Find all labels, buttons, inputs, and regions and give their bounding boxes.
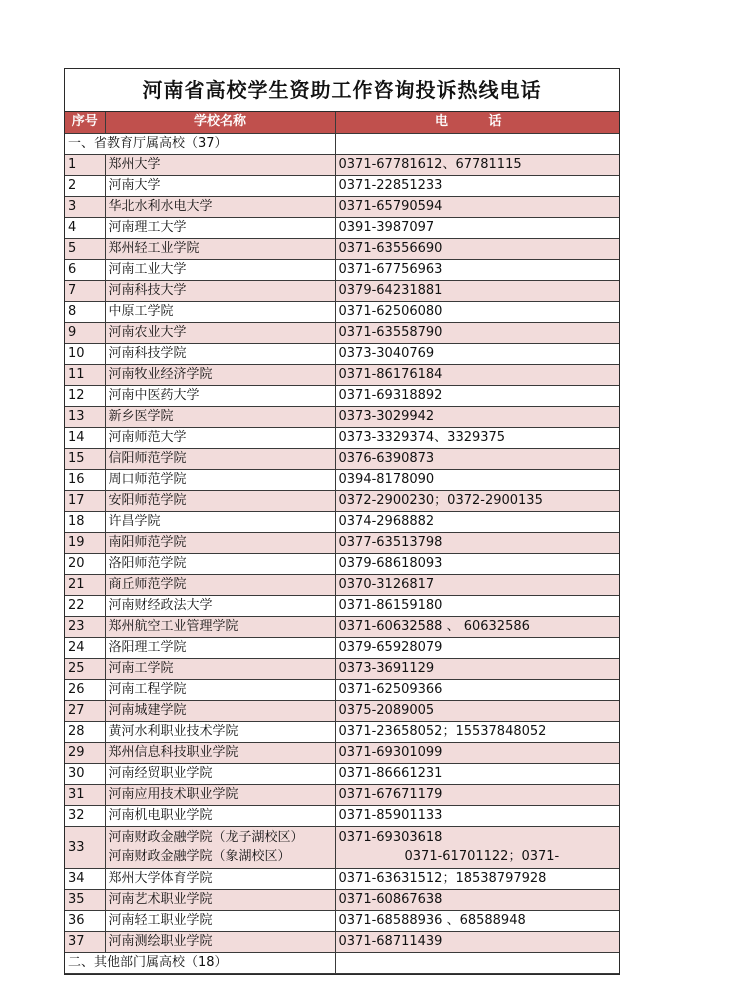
table-row bbox=[65, 469, 619, 490]
row-number: 27 bbox=[65, 700, 105, 721]
school-name: 河南工程学院 bbox=[105, 679, 335, 700]
table-row bbox=[65, 700, 619, 721]
school-name: 郑州信息科技职业学院 bbox=[105, 742, 335, 763]
row-number: 17 bbox=[65, 490, 105, 511]
school-name: 河南工业大学 bbox=[105, 259, 335, 280]
row-number: 19 bbox=[65, 532, 105, 553]
school-name: 许昌学院 bbox=[105, 511, 335, 532]
page-title: 河南省高校学生资助工作咨询投诉热线电话 bbox=[65, 69, 619, 112]
row-number: 28 bbox=[65, 721, 105, 742]
school-name: 河南测绘职业学院 bbox=[105, 931, 335, 952]
school-name: 华北水利水电大学 bbox=[105, 196, 335, 217]
phone-number: 0371-65790594 bbox=[335, 196, 619, 217]
school-name: 南阳师范学院 bbox=[105, 532, 335, 553]
school-name: 河南农业大学 bbox=[105, 322, 335, 343]
row-number: 25 bbox=[65, 658, 105, 679]
phone-number: 0371-68588936 、68588948 bbox=[335, 910, 619, 931]
header-row bbox=[65, 112, 619, 133]
phone-number-line: 0371-69303618 bbox=[338, 830, 443, 845]
school-name bbox=[105, 826, 335, 868]
table-row bbox=[65, 868, 619, 889]
phone-number: 0375-2089005 bbox=[335, 700, 619, 721]
school-name: 商丘师范学院 bbox=[105, 574, 335, 595]
school-name: 河南工学院 bbox=[105, 658, 335, 679]
phone-number: 0371-67756963 bbox=[335, 259, 619, 280]
phone-number: 0379-64231881 bbox=[335, 280, 619, 301]
school-name: 信阳师范学院 bbox=[105, 448, 335, 469]
school-name: 河南师范大学 bbox=[105, 427, 335, 448]
table-row bbox=[65, 805, 619, 826]
school-name: 河南科技学院 bbox=[105, 343, 335, 364]
phone-number: 0371-63556690 bbox=[335, 238, 619, 259]
table-row bbox=[65, 259, 619, 280]
row-number: 14 bbox=[65, 427, 105, 448]
phone-number: 0371-86176184 bbox=[335, 364, 619, 385]
row-number: 21 bbox=[65, 574, 105, 595]
school-name: 河南城建学院 bbox=[105, 700, 335, 721]
table-row bbox=[65, 595, 619, 616]
school-name: 河南应用技术职业学院 bbox=[105, 784, 335, 805]
row-number: 24 bbox=[65, 637, 105, 658]
school-name: 河南大学 bbox=[105, 175, 335, 196]
table-row bbox=[65, 574, 619, 595]
header-phone: 电 话 bbox=[335, 112, 619, 133]
row-number: 29 bbox=[65, 742, 105, 763]
row-number: 31 bbox=[65, 784, 105, 805]
school-name: 安阳师范学院 bbox=[105, 490, 335, 511]
table-row bbox=[65, 637, 619, 658]
section-row-1 bbox=[65, 133, 619, 154]
row-number: 37 bbox=[65, 931, 105, 952]
phone-number: 0371-69318892 bbox=[335, 385, 619, 406]
school-name: 中原工学院 bbox=[105, 301, 335, 322]
table-row bbox=[65, 448, 619, 469]
table-row bbox=[65, 322, 619, 343]
row-number: 5 bbox=[65, 238, 105, 259]
row-number: 2 bbox=[65, 175, 105, 196]
phone-number: 0371-23658052；15537848052 bbox=[335, 721, 619, 742]
row-number: 1 bbox=[65, 154, 105, 175]
phone-number: 0371-67671179 bbox=[335, 784, 619, 805]
phone-number: 0371-86159180 bbox=[335, 595, 619, 616]
table-row bbox=[65, 763, 619, 784]
school-name: 河南财经政法大学 bbox=[105, 595, 335, 616]
school-name: 郑州大学体育学院 bbox=[105, 868, 335, 889]
school-name: 洛阳师范学院 bbox=[105, 553, 335, 574]
phone-number bbox=[335, 826, 619, 868]
phone-number: 0373-3329374、3329375 bbox=[335, 427, 619, 448]
phone-number: 0371-62506080 bbox=[335, 301, 619, 322]
school-name: 河南经贸职业学院 bbox=[105, 763, 335, 784]
table-row bbox=[65, 532, 619, 553]
school-name: 周口师范学院 bbox=[105, 469, 335, 490]
phone-number: 0371-63631512；18538797928 bbox=[335, 868, 619, 889]
phone-number: 0371-68711439 bbox=[335, 931, 619, 952]
header-no: 序号 bbox=[65, 112, 105, 133]
table-row bbox=[65, 784, 619, 805]
school-name: 河南艺术职业学院 bbox=[105, 889, 335, 910]
row-number: 16 bbox=[65, 469, 105, 490]
school-name: 郑州大学 bbox=[105, 154, 335, 175]
row-number: 35 bbox=[65, 889, 105, 910]
school-name: 河南理工大学 bbox=[105, 217, 335, 238]
row-number: 11 bbox=[65, 364, 105, 385]
table-row bbox=[65, 511, 619, 532]
row-number: 4 bbox=[65, 217, 105, 238]
row-number: 8 bbox=[65, 301, 105, 322]
school-name: 河南机电职业学院 bbox=[105, 805, 335, 826]
table-row bbox=[65, 280, 619, 301]
table-row bbox=[65, 301, 619, 322]
school-name-line: 河南财政金融学院（象湖校区） bbox=[108, 849, 291, 864]
table-row bbox=[65, 490, 619, 511]
school-name: 洛阳理工学院 bbox=[105, 637, 335, 658]
school-name-line: 河南财政金融学院（龙子湖校区） bbox=[108, 830, 304, 845]
phone-number: 0371-85901133 bbox=[335, 805, 619, 826]
table-row bbox=[65, 406, 619, 427]
table-row bbox=[65, 679, 619, 700]
phone-number: 0379-65928079 bbox=[335, 637, 619, 658]
row-number: 10 bbox=[65, 343, 105, 364]
school-name: 郑州轻工业学院 bbox=[105, 238, 335, 259]
row-number: 9 bbox=[65, 322, 105, 343]
table-row bbox=[65, 721, 619, 742]
school-name: 河南科技大学 bbox=[105, 280, 335, 301]
phone-number: 0371-67781612、67781115 bbox=[335, 154, 619, 175]
phone-number: 0391-3987097 bbox=[335, 217, 619, 238]
section-label-1: 一、省教育厅属高校（37） bbox=[65, 133, 335, 154]
table-row bbox=[65, 196, 619, 217]
phone-number: 0370-3126817 bbox=[335, 574, 619, 595]
school-name: 河南轻工职业学院 bbox=[105, 910, 335, 931]
hotline-sheet bbox=[64, 68, 620, 975]
row-number: 12 bbox=[65, 385, 105, 406]
phone-number: 0377-63513798 bbox=[335, 532, 619, 553]
section-row-2 bbox=[65, 952, 619, 973]
phone-number: 0373-3691129 bbox=[335, 658, 619, 679]
school-name: 新乡医学院 bbox=[105, 406, 335, 427]
school-name: 郑州航空工业管理学院 bbox=[105, 616, 335, 637]
row-number: 36 bbox=[65, 910, 105, 931]
row-number: 13 bbox=[65, 406, 105, 427]
phone-number: 0394-8178090 bbox=[335, 469, 619, 490]
table-row bbox=[65, 154, 619, 175]
table-row bbox=[65, 553, 619, 574]
table-row bbox=[65, 931, 619, 952]
table-row bbox=[65, 238, 619, 259]
phone-number: 0379-68618093 bbox=[335, 553, 619, 574]
row-number: 33 bbox=[65, 826, 105, 868]
section-empty-cell bbox=[335, 952, 619, 973]
phone-number-line: 0371-61701122；0371- bbox=[404, 849, 560, 864]
row-number: 26 bbox=[65, 679, 105, 700]
phone-number: 0371-63558790 bbox=[335, 322, 619, 343]
row-number: 18 bbox=[65, 511, 105, 532]
table-row bbox=[65, 889, 619, 910]
phone-number: 0371-22851233 bbox=[335, 175, 619, 196]
phone-number: 0371-60867638 bbox=[335, 889, 619, 910]
school-name: 黄河水利职业技术学院 bbox=[105, 721, 335, 742]
table-row bbox=[65, 364, 619, 385]
phone-number: 0371-69301099 bbox=[335, 742, 619, 763]
header-school: 学校名称 bbox=[105, 112, 335, 133]
row-number: 30 bbox=[65, 763, 105, 784]
section-empty-cell bbox=[335, 133, 619, 154]
table-body bbox=[65, 112, 619, 973]
school-name: 河南牧业经济学院 bbox=[105, 364, 335, 385]
phone-number: 0373-3040769 bbox=[335, 343, 619, 364]
phone-number: 0374-2968882 bbox=[335, 511, 619, 532]
row-number: 7 bbox=[65, 280, 105, 301]
phone-number: 0373-3029942 bbox=[335, 406, 619, 427]
school-name: 河南中医药大学 bbox=[105, 385, 335, 406]
table-row bbox=[65, 658, 619, 679]
section-label-2: 二、其他部门属高校（18） bbox=[65, 952, 335, 973]
phone-number: 0372-2900230；0372-2900135 bbox=[335, 490, 619, 511]
table-row bbox=[65, 343, 619, 364]
row-number: 20 bbox=[65, 553, 105, 574]
table-row bbox=[65, 616, 619, 637]
row-number: 22 bbox=[65, 595, 105, 616]
phone-number: 0371-60632588 、 60632586 bbox=[335, 616, 619, 637]
hotline-table bbox=[65, 112, 619, 974]
phone-number: 0371-86661231 bbox=[335, 763, 619, 784]
table-row bbox=[65, 910, 619, 931]
row-number: 6 bbox=[65, 259, 105, 280]
phone-number: 0371-62509366 bbox=[335, 679, 619, 700]
table-row bbox=[65, 826, 619, 868]
table-row bbox=[65, 427, 619, 448]
row-number: 3 bbox=[65, 196, 105, 217]
table-row bbox=[65, 742, 619, 763]
table-row bbox=[65, 385, 619, 406]
table-row bbox=[65, 175, 619, 196]
table-row bbox=[65, 217, 619, 238]
row-number: 32 bbox=[65, 805, 105, 826]
phone-number: 0376-6390873 bbox=[335, 448, 619, 469]
row-number: 34 bbox=[65, 868, 105, 889]
row-number: 15 bbox=[65, 448, 105, 469]
row-number: 23 bbox=[65, 616, 105, 637]
